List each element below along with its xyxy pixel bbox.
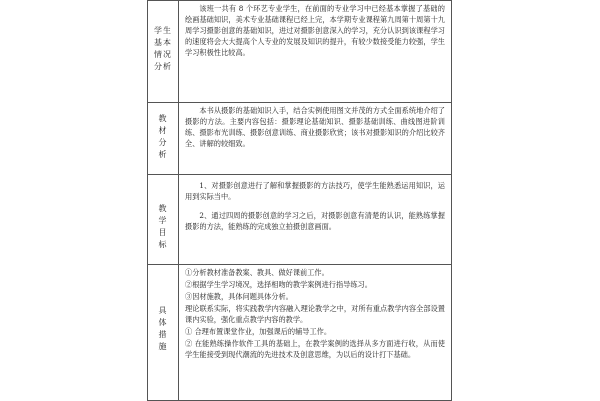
content-textbook-analysis [179,103,452,175]
goal-item: 2、通过四周的摄影创意的学习之后，对摄影创意有清楚的认识，能熟练掌握摄影的方法，能熟练的完成独立拍摄创意画面。 [185,211,445,231]
content-student-analysis [179,1,452,103]
content-teaching-goals [179,175,452,265]
content-specific-measures [179,265,452,401]
label-textbook-analysis: 教 材 分 析 [148,103,179,175]
label-specific-measures: 具 体 措 施 [148,265,179,401]
measure-item: ②根据学生学习境况，选择相吻的教学案例进行指导练习。 [185,280,372,289]
measure-item: 理论联系实际，将实践教学内容融入理论教学之中，对所有重点教学内容全部设置课内实验，强化重点教学内容的教学。 [185,304,445,324]
teaching-plan-table [147,0,452,401]
measure-item: ①分析教材准备教案、教具、做好课前工作。 [185,268,329,277]
measure-item: ② 在能熟练操作软件工具的基础上，在教学案例的选择从多方面进行收，从而使学生能接受到现代潮流的先进技术及创意思维，为以后的设计打下基础。 [185,339,445,359]
row-student-analysis [148,1,452,103]
paragraph: 本书从摄影的基础知识入手，结合实例使用图文并茂的方式全面系统地介绍了摄影的方法。主要内容包括：摄影理论基础知识、摄影基础训练、曲线图进阶训练、摄影布光训练、摄影创意训练、商业摄影欣赏；该书对摄影知识的介绍比较齐全、讲解的较细致。 [185,106,445,148]
label-teaching-goals: 教 学 目 标 [148,175,179,265]
row-specific-measures [148,265,452,401]
label-student-analysis: 学生 基本 情况 分析 [148,1,179,103]
measure-item: ③因材施教，具体问题具体分析。 [185,292,293,301]
row-teaching-goals [148,175,452,265]
measure-item: ① 合理布置课堂作业，加强课后的辅导工作。 [185,327,332,336]
paragraph: 该班一共有 8 个环艺专业学生，在前面的专业学习中已经基本掌握了基础的绘画基础知识，美术专业基础课程已经上完，本学期专业课程第九周第十周第十九周学习摄影创意的基础知识，进过对摄影创意深入的学习，充分认识到该课程学习的速度将会大大提高个人专业的发展及知识的提升，有较少数接受能力较强，学生学习积极性比较高。 [185,4,445,57]
goal-item: 1、对摄影创意进行了解和掌握摄影的方法技巧，使学生能熟悉运用知识，运用到实际当中。 [185,181,445,201]
row-textbook-analysis [148,103,452,175]
